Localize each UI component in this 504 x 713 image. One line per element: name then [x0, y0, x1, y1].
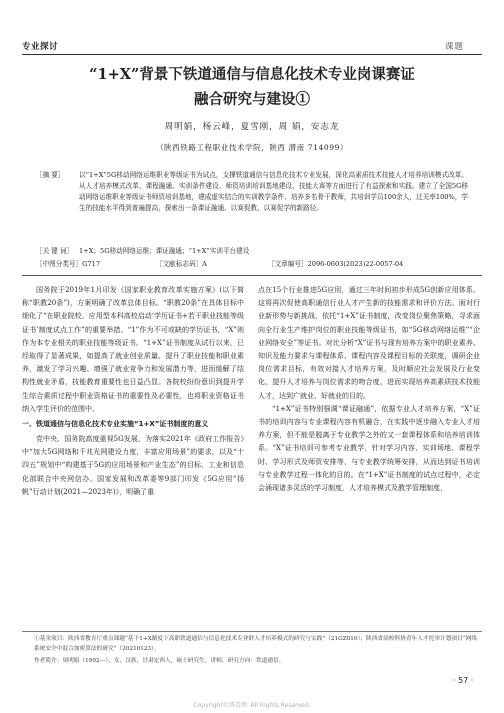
- intro-paragraph: 国务院于2019年1月印发《国家职业教育改革实施方案》(以下简称“职教20条”)，方案明确了改革总体目标。“职教20条”在具体目标中细化了“在职业院校、应用型本科高校启动‘学历证书+若干职业技能等级证书’制度试点工作”的重要举措。“1”作为不可或缺的学历证书，“X”则作为本专业相关的职业技能等级证书。“1+X”证书制度从试行以来，已经取得了显著成果，如提高了就业创业质量、提升了职业技能和职业素养，激发了学习兴趣、增强了就业竞争力和发展潜力等，进而缓解了结构性就业矛盾，技能教育重要性也日益凸显。各院校纷纷意识到提升学生综合素质过程中职业资格证书的重要性及必要性，也将职业资格证书纳入学生评价的范围中。: [22, 286, 244, 413]
- left-column: [22, 284, 244, 499]
- paper-title-line2: 融合研究与建设①: [194, 91, 310, 108]
- header-divider: [22, 54, 482, 55]
- author-footnote: 作者简介：周明娟（1992—），女，汉族，甘肃定西人，硕士研究生，讲师，研究方向：铁道通信。: [34, 658, 285, 664]
- body-paragraph: 党中央、国务院高度重视5G发展，为落实2021年《政府工作报告》中“加大5G网络和千兆光网建设力度，丰富应用场景”的要求，以及“十四五”规划中“构建基于5G的应用场景和产业生态”的目标，工业和信息化部联合中央网信办、国家发展和改革委等9部门印发《5G应用“扬帆”行动计划(2021—2023年)》，明确了重: [22, 435, 244, 496]
- keywords-block: [36, 246, 468, 257]
- affiliation: （陕西铁路工程职业技术学院，陕西 渭南 714099）: [155, 143, 349, 152]
- section-heading: 一、铁道通信与信息化技术专业实施“1+X”证书制度的意义: [22, 420, 209, 429]
- keywords-label: ［关 键 词］: [36, 247, 74, 255]
- abstract-label: ［摘 要］: [36, 171, 65, 179]
- clc-number: ［中图分类号］G717: [36, 260, 101, 268]
- keywords-text: 1+X；5G移动网络运维；课证融通；“1+X”实训平台建设: [79, 247, 250, 255]
- document-code: ［文献标志码］A: [156, 260, 207, 268]
- author-list: 周明娟，杨云峰，夏雪刚，周 娟，安志龙: [164, 122, 340, 132]
- paper-title-line1: “1+X”背景下铁道通信与信息化技术专业岗课赛证: [89, 66, 415, 83]
- fund-footnote: ①基金项目：陕西省教育厅重点课题“基于1+X制度下高职铁道通信与信息化技术专业群人才培养模式的研究与实践”（21GZ010）；陕西省高校科协青年人才托举计划项目“网络系统安全中混合加密算法的研究”（20210123）。: [34, 636, 478, 652]
- classification-row: [36, 259, 468, 270]
- abstract-text: 以“1+X”5G移动网络运维职业等级证书为试点，支撑铁道通信与信息化技术专业发展，深化高素质技术技能人才培养培训模式改革。从人才培养模式改革、课程融通、实训条件建设、师资培训培训基地建设、技能大赛等方面进行了有益探索和实践。建立了全国5G移动网络运维职业等级证书师资培训基地，建成虚实结合的实训教学条件、培养多名骨干教师，共培训学员100余人，过关率100%，学生的技能水平得到普遍提高，探索出一条课证融通、以赛促教、以赛促学的新路径。: [79, 171, 468, 212]
- article-number: ［文章编号］2096-0603(2023)22-0057-04: [268, 260, 404, 268]
- journal-tag: 课题: [445, 42, 465, 52]
- copyright-notice: Copyright©博看网. All Rights Reserved.: [193, 702, 311, 709]
- abstract-block: [36, 170, 468, 214]
- body-paragraph-continued: 点在15个行业推进5G应用，通过三年时间初步形成5G创新应用体系。这将再次促使高职通信行业人才产生新的技能需求和评价方法。面对行业新形势与新挑战，依托“1+X”证书制度，改变岗位聚焦策略，寻求面向全行业生产维护岗位的职业技能等级证书，如“5G移动网络运维”“企业网络安全”等证书。对比分析“X”证书与现有培养方案中的职业素养、知识及能力要求与课程体系、课程内容及课程目标的关联度，调研企业岗位需求目标，有效对接人才培养方案，及时顺应社会发展及行业变化，提升人才培养与岗位需求的吻合度，进而实现培养高素质技术技能人才，达到广就业、好就业的目的。: [258, 286, 480, 400]
- abstract-divider: [22, 275, 482, 276]
- footnote-divider: [22, 631, 482, 632]
- page-number: · 57 ·: [453, 676, 474, 685]
- body-paragraph: “1+X”证书特别强调“课证融通”，依据专业人才培养方案，“X”证书的培训内容与专业课程内容有机融合，在实践中逐步融入专业人才培养方案，但不能是脱离于专业教学之外的又一套课程体系和培养培训体系。“X”证书培训可参考专业教学，针对学习内容、实训场地、课程学时、学习形式及师资安排等，与专业教学统筹安排，从而达到证书培训与专业教学过程一体化的目的。在“1+X”证书制度的试点过程中，必定会涌现诸多灵活的学习制度，人才培养模式及教学管理制度，: [258, 404, 480, 493]
- section-label: 专业探讨: [22, 42, 59, 52]
- right-column: [258, 284, 480, 495]
